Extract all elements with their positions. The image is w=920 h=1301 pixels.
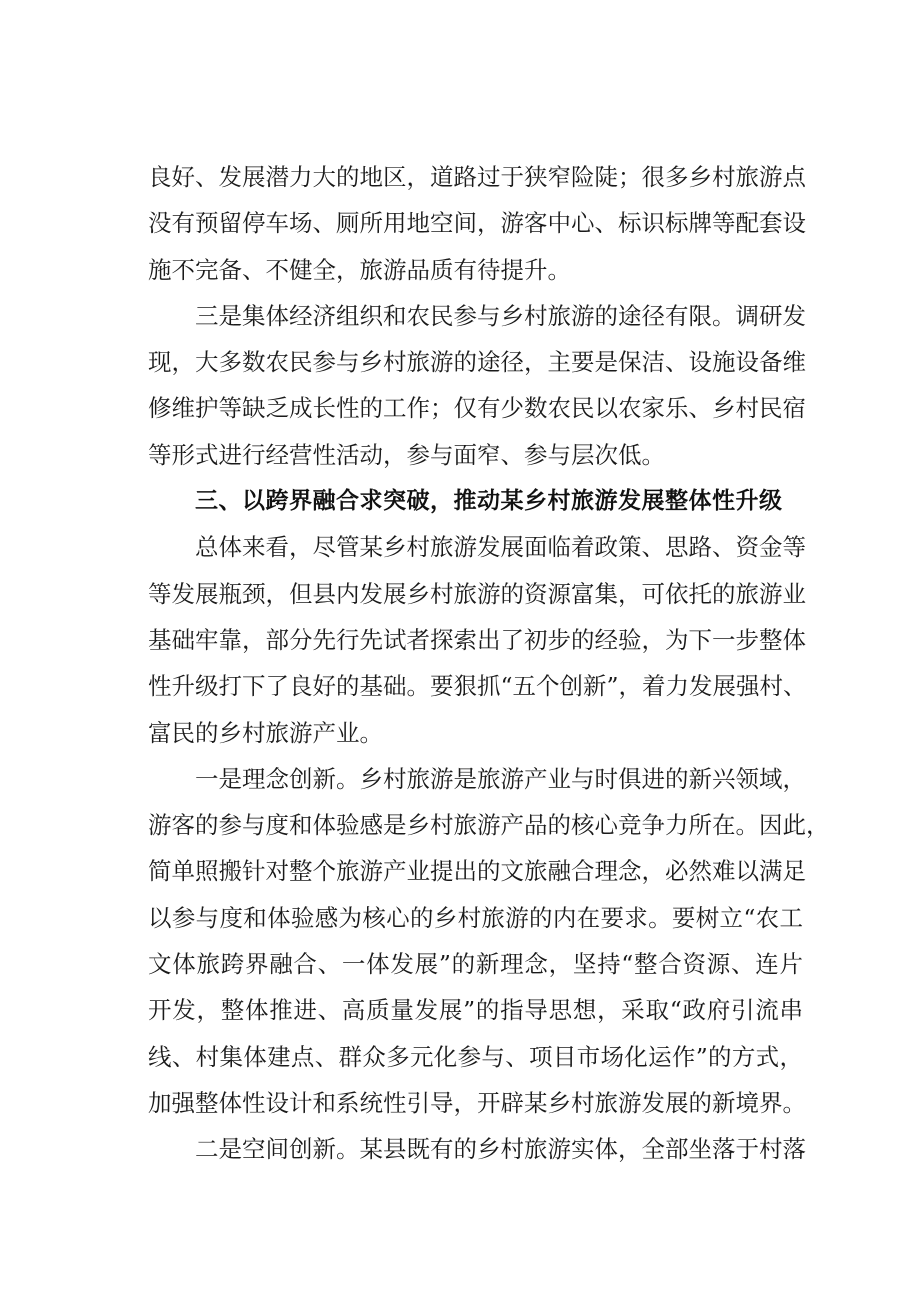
body-line: 加强整体性设计和系统性引导，开辟某乡村旅游发展的新境界。 [148, 1088, 806, 1117]
body-line: 等形式进行经营性活动，参与面窄、参与层次低。 [148, 440, 665, 469]
body-line: 没有预留停车场、厕所用地空间，游客中心、标识标牌等配套设 [148, 209, 806, 238]
body-line: 开发，整体推进、高质量发展”的指导思想，采取“政府引流串 [148, 996, 803, 1025]
paragraph-first-line: 三是集体经济组织和农民参与乡村旅游的途径有限。调研发 [195, 301, 806, 330]
body-line: 简单照搬针对整个旅游产业提出的文旅融合理念，必然难以满足 [148, 857, 806, 886]
section-heading: 三、以跨界融合求突破，推动某乡村旅游发展整体性升级 [195, 488, 783, 515]
body-line: 等发展瓶颈，但县内发展乡村旅游的资源富集，可依托的旅游业 [148, 579, 806, 608]
paragraph-first-line: 二是空间创新。某县既有的乡村旅游实体，全部坐落于村落 [195, 1135, 806, 1164]
body-line: 以参与度和体验感为核心的乡村旅游的内在要求。要树立“农工 [148, 903, 803, 932]
body-line: 良好、发展潜力大的地区，道路过于狭窄险陡；很多乡村旅游点 [148, 163, 806, 191]
body-line: 修维护等缺乏成长性的工作；仅有少数农民以农家乐、乡村民宿 [148, 394, 806, 423]
body-line: 基础牢靠，部分先行先试者探索出了初步的经验，为下一步整体 [148, 625, 806, 654]
body-line: 现，大多数农民参与乡村旅游的途径，主要是保洁、设施设备维 [148, 348, 806, 377]
paragraph-first-line: 一是理念创新。乡村旅游是旅游产业与时俱进的新兴领域， [195, 764, 806, 793]
body-line: 游客的参与度和体验感是乡村旅游产品的核心竞争力所在。因此， [148, 811, 830, 840]
body-line: 富民的乡村旅游产业。 [148, 718, 383, 747]
body-line: 性升级打下了良好的基础。要狠抓“五个创新”，着力发展强村、 [148, 672, 807, 701]
body-line: 施不完备、不健全，旅游品质有待提升。 [148, 255, 571, 284]
document-body [148, 154, 830, 1173]
body-line: 线、村集体建点、群众多元化参与、项目市场化运作”的方式， [148, 1042, 803, 1071]
body-line: 文体旅跨界融合、一体发展”的新理念，坚持“整合资源、连片 [148, 950, 803, 979]
paragraph-first-line: 总体来看，尽管某乡村旅游发展面临着政策、思路、资金等 [195, 533, 806, 562]
